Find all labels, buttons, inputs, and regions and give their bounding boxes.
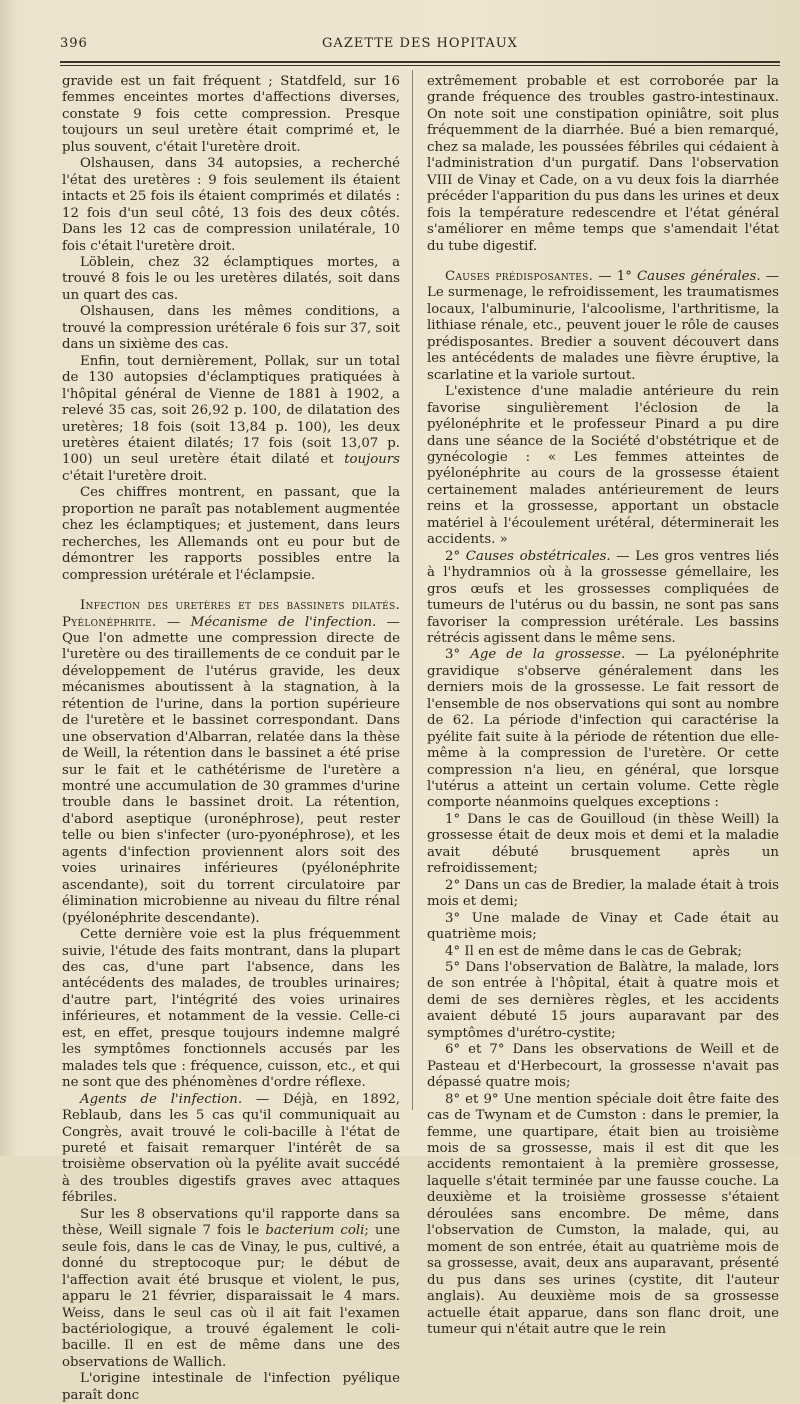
subheading: Causes obstétricales.	[465, 548, 611, 564]
list-item: 6° et 7° Dans les observations de Weill et de Pasteau et d'Herbecourt, la grossesse n'avait pas dépassé quatre mois;	[427, 1042, 779, 1091]
emphasis: toujours	[344, 452, 400, 468]
page-header	[60, 36, 780, 58]
journal-title: GAZETTE DES HOPITAUX	[322, 36, 518, 51]
section-heading: Infection des uretères et des bassinets dilatés. Pyélonéphrite.	[62, 598, 400, 630]
header-rule-thin	[60, 65, 780, 66]
paragraph: Ces chiffres montrent, en passant, que la proportion ne paraît pas notablement augmentée chez les éclamptiques; et justement, dans leurs recherches, les Allemands ont eu pour but de démontrer les rapports possibles entre la compression urétérale et l'éclampsie.	[62, 485, 400, 583]
page-number: 396	[60, 36, 88, 51]
paragraph: gravide est un fait fréquent ; Statdfeld, sur 16 femmes enceintes mortes d'affections diverses, constate 9 fois cette compression. Presque toujours un seul uretère était comprimé et, le plus souvent, c'était l'uretère droit.	[62, 74, 400, 155]
text-run: — Que l'on admette une compression directe de l'uretère ou des tiraillements de ce conduit par le développement de l'utérus gravide, les deux mécanismes aboutissent à la stagnation, à la rétention de l'urine, dans la portion supérieure de l'uretère et le bassinet correspondant. Dans une observation d'Albarran, relatée dans la thèse de Weill, la rétention dans le bassinet a été prise sur le fait et le cathétérisme de l'uretère a montré une accumulation de 30 grammes d'urine trouble dans le bassinet droit. La rétention, d'abord aseptique (uronéphrose), peut rester telle ou bien s'infecter (uro-pyonéphrose), et les agents d'infection proviennent alors soit des voies urinaires inférieures (pyélonéphrite ascendante), soit du torrent circulatoire par élimination microbienne au niveau du filtre rénal (pyélonéphrite descendante).	[62, 614, 400, 926]
text-run: c'était l'uretère droit.	[62, 468, 208, 484]
section-heading: Causes prédisposantes.	[445, 268, 594, 284]
list-item: 3° Une malade de Vinay et Cade était au quatrième mois;	[427, 910, 779, 943]
header-rule-thick	[60, 61, 780, 63]
paragraph: Olshausen, dans 34 autopsies, a recherché l'état des uretères : 9 fois seulement ils étaient intacts et 25 fois ils étaient comprimés et dilatés : 12 fois d'un seul côté, 13 fois des deux côtés. Dans les 12 cas de compression unilatérale, 10 fois c'était l'uretère droit.	[62, 156, 400, 254]
subheading: Age de la grossesse.	[470, 647, 626, 663]
paragraph: L'existence d'une maladie antérieure du rein favorise singulièrement l'éclosion de la pyélonéphrite et le professeur Pinard a pu dire dans une séance de la Société d'obstétrique et de gynécologie : « Les femmes atteintes de pyélonéphrite au cours de la grossesse étaient certainement malades antérieurement de leurs reins et la grossesse, apportant un obstacle matériel à l'écoulement urétéral, déterminerait les accidents. »	[427, 384, 779, 548]
subheading: Mécanisme de l'infection.	[190, 614, 377, 630]
section-infection	[62, 598, 400, 927]
paragraph	[62, 1207, 400, 1372]
paragraph	[62, 354, 400, 486]
list-item: 4° Il en est de même dans le cas de Gebrak;	[445, 943, 743, 959]
paragraph: extrêmement probable et est corroborée par la grande fréquence des troubles gastro-intestinaux. On note soit une constipation opiniâtre, soit plus fréquemment de la diarrhée. Bué a bien remarqué, chez sa malade, les poussées fébriles qui cédaient à l'administration d'un purgatif. Dans l'observation VIII de Vinay et Cade, on a vu deux fois la diarrhée précéder l'apparition du pus dans les urines et deux fois la température redescendre et l'état général s'améliorer en même temps que s'amendait l'état du tube digestif.	[427, 74, 779, 254]
paragraph: Cette dernière voie est la plus fréquemment suivie, l'étude des faits montrant, dans la plupart des cas, d'une part l'absence, dans les antécédents des malades, de troubles urinaires; d'autre part, l'intégrité des voies urinaires inférieures, et notamment de la vessie. Celle-ci est, en effet, presque toujours indemne malgré les symptômes fonctionnels accusés par les malades tels que : fréquence, cuisson, etc., et qui ne sont que des phénomènes d'ordre réflexe.	[62, 927, 400, 1091]
paragraph	[427, 647, 779, 812]
list-item: 8° et 9° Une mention spéciale doit être faite des cas de Twynam et de Cumston : dans le premier, la femme, une quartipare, était bien au troisième mois de sa grossesse, mais il est dit que les accidents remontaient à la première grossesse, laquelle s'était terminée par une fausse couche. La deuxième et la troisième grossesse s'étaient déroulées sans encombre. De même, dans l'observation de Cumston, la malade, qui, au moment de son entrée, était au quatrième mois de sa grossesse, avait, deux ans auparavant, présenté du pus dans ses urines (cystite, dit l'auteur anglais). Au deuxième mois de sa grossesse actuelle était apparue, dans son flanc droit, une tumeur qui n'était autre que le rein	[427, 1091, 779, 1337]
subheading: Agents de l'infection.	[80, 1091, 243, 1107]
text-run: Sur les 8 observations qu'il rapporte dans sa thèse, Weill signale 7 fois le	[62, 1206, 400, 1239]
paragraph	[427, 549, 779, 648]
text-run: — Les gros ventres liés à l'hydramnios où à la grossesse gémellaire, les gros œufs et les grossesses compliquées de tumeurs de l'utérus ou du bassin, ne sont pas sans favoriser la compression urétérale. Les bassins rétrécis agissent dans le même sens.	[427, 548, 779, 646]
text-run: 2°	[445, 548, 466, 564]
paragraph	[62, 1092, 400, 1207]
paragraph: Olshausen, dans les mêmes conditions, a trouvé la compression urétérale 6 fois sur 37, soit dans un sixième des cas.	[62, 304, 400, 353]
paragraph: Löblein, chez 32 éclamptiques mortes, a trouvé 8 fois le ou les uretères dilatés, soit dans un quart des cas.	[62, 254, 400, 303]
paragraph: L'origine intestinale de l'infection pyélique paraît donc	[62, 1371, 400, 1403]
text-run: — Déjà, en 1892, Reblaub, dans les 5 cas qu'il communiquait au Congrès, avait trouvé le coli-bacille à l'état de pureté et faisait remarquer l'intérêt de sa troisième observation où la pyélite avait succédé à des troubles digestifs graves avec attaques fébriles.	[62, 1091, 401, 1206]
text-run: — 1°	[593, 268, 637, 284]
text-run: —	[156, 614, 191, 630]
emphasis: bacterium coli	[265, 1223, 365, 1239]
list-item: 2° Dans un cas de Bredier, la malade était à trois mois et demi;	[427, 877, 779, 910]
left-column	[62, 74, 400, 1404]
list-item: 1° Dans le cas de Gouilloud (in thèse Weill) la grossesse était de deux mois et demi et la maladie avait débuté brusquement après un refroidissement;	[427, 811, 779, 877]
section-causes	[427, 269, 779, 384]
text-run: ; une seule fois, dans le cas de Vinay, le pus, cultivé, a donné du streptocoque pur; le début de l'affection avait été brusque et violent, le pus, apparu le 21 février, disparaissait le 4 mars. Weiss, dans le seul cas où il ait fait l'examen bactériologique, a trouvé également le coli-bacille. Il en est de même dans une des observations de Wallich.	[62, 1223, 400, 1370]
text-run: 3°	[445, 647, 471, 663]
list-item: 5° Dans l'observation de Balàtre, la malade, lors de son entrée à l'hôpital, était à quatre mois et demi de ses dernières règles, et les accidents avaient débuté 15 jours auparavant par des symptômes d'urétro-cystite;	[427, 960, 779, 1041]
text-run: — Le surmenage, le refroidissement, les traumatismes locaux, l'albuminurie, l'alcoolisme, l'arthritisme, la lithiase rénale, etc., peuvent jouer le rôle de causes prédisposantes. Bredier a souvent découvert dans les antécédents de malades une fièvre éruptive, la scarlatine et la variole surtout.	[427, 268, 779, 383]
subheading: Causes générales.	[636, 268, 761, 284]
text-run: — La pyélonéphrite gravidique s'observe généralement dans les derniers mois de la grossesse. Le fait ressort de l'ensemble de nos observations qui sont au nombre de 62. La période d'infection qui caractérise la pyélite fait suite à la période de rétention due elle-même à la compression de l'uretère. Or cette compression n'a lieu, en général, que lorsque l'utérus a atteint un certain volume. Cette règle comporte néanmoins quelques exceptions :	[427, 647, 780, 811]
text-run: Enfin, tout dernièrement, Pollak, sur un total de 130 autopsies d'éclamptiques pratiquées à l'hôpital général de Vienne de 1881 à 1902, a relevé 35 cas, soit 26,92 p. 100, de dilatation des uretères; 18 fois (soit 13,84 p. 100), les deux uretères étaient dilatés; 17 fois (soit 13,07 p. 100) un seul uretère était dilaté et	[62, 353, 400, 468]
column-divider	[412, 70, 413, 1110]
right-column	[427, 74, 779, 1338]
